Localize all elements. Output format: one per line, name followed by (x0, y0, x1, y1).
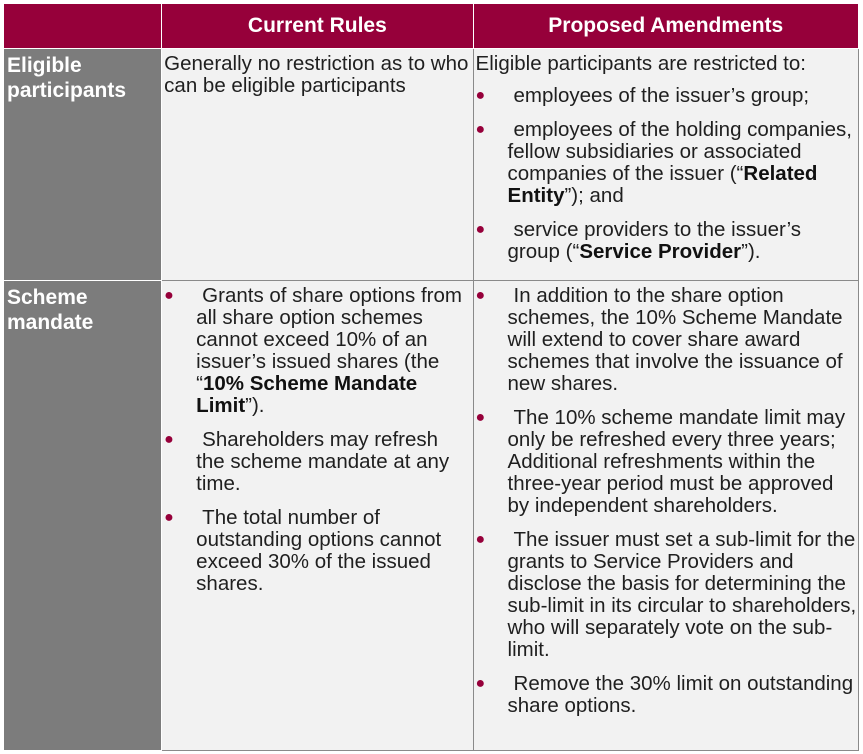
item-text: The total number of outstanding options cannot exceed 30% of the issued shares. (196, 506, 442, 595)
current-eligible-cell (162, 49, 473, 281)
bullet-icon: ● (475, 531, 486, 548)
header-row (4, 4, 859, 49)
bullet-icon: ● (475, 221, 486, 238)
bullet-icon: ● (475, 87, 486, 104)
item-text: In addition to the share option schemes, the 10% Scheme Mandate will extend to cover share award schemes that involve the issuance of new shares. (507, 284, 843, 395)
proposed-mandate-list (476, 285, 857, 717)
proposed-eligible-cell (473, 49, 858, 281)
proposed-mandate-cell (473, 281, 858, 751)
row-label-scheme-mandate: Scheme mandate (4, 281, 162, 751)
bullet-icon: ● (164, 509, 174, 526)
list-item (164, 507, 471, 595)
item-text: service providers to the issuer’s group (“ (507, 218, 802, 263)
list-item (476, 85, 857, 107)
item-text: The issuer must set a sub-limit for the grants to Service Providers and disclose the basis for determining the sub-limit in its circular to shareholders, who will separately vote on the sub-limit. (507, 528, 857, 661)
bullet-icon: ● (164, 431, 174, 448)
header-current-rules: Current Rules (162, 4, 473, 49)
item-bold-term: Related Entity (507, 162, 818, 207)
list-item (476, 529, 857, 661)
list-item (476, 407, 857, 517)
item-text-end: ”). (245, 394, 265, 417)
current-eligible-text: Generally no restriction as to who can be eligible participants (164, 52, 469, 97)
bullet-icon: ● (475, 287, 486, 304)
list-item (164, 285, 471, 417)
item-text: Shareholders may refresh the scheme mandate at any time. (196, 428, 450, 495)
item-bold-term: 10% Scheme Mandate Limit (196, 372, 418, 417)
list-item (476, 673, 857, 717)
bullet-icon: ● (475, 675, 486, 692)
bullet-icon: ● (475, 121, 486, 138)
header-blank (4, 4, 162, 49)
row-label-eligible-participants: Eligible participants (4, 49, 162, 281)
item-text: The 10% scheme mandate limit may only be refreshed every three years; Additional refreshments within the three-year period must be approved by independent shareholders. (507, 406, 846, 517)
item-text: Remove the 30% limit on outstanding share options. (507, 672, 854, 717)
list-item (476, 285, 857, 395)
item-text: Grants of share options from all share option schemes cannot exceed 10% of an issuer’s issued shares (the “ (196, 284, 462, 395)
table-row (4, 281, 859, 751)
item-bold-term: Service Provider (579, 240, 742, 263)
list-item (164, 429, 471, 495)
item-text-end: ”). (741, 240, 761, 263)
item-text-end: ”); and (564, 184, 624, 207)
item-text: employees of the holding companies, fellow subsidiaries or associated companies of the issuer (“ (507, 118, 852, 185)
bullet-icon: ● (164, 287, 174, 304)
bullet-icon: ● (475, 409, 486, 426)
current-mandate-list (164, 285, 471, 595)
comparison-table (3, 3, 859, 751)
current-mandate-cell (162, 281, 473, 751)
header-proposed-amendments: Proposed Amendments (473, 4, 858, 49)
item-text: employees of the issuer’s group; (513, 84, 810, 107)
table-row (4, 49, 859, 281)
list-item (476, 219, 857, 263)
proposed-eligible-lead: Eligible participants are restricted to: (475, 52, 806, 75)
list-item (476, 119, 857, 207)
proposed-eligible-list (476, 85, 857, 263)
